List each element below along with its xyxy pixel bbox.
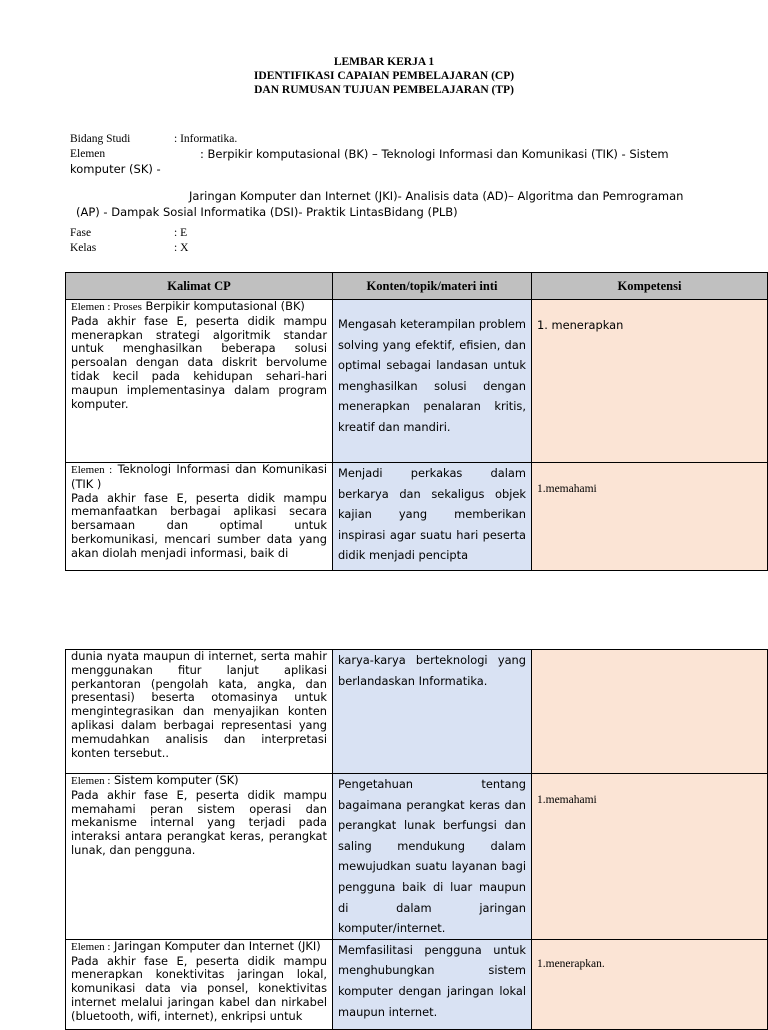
kompetensi-text: 1.memahami	[537, 483, 597, 495]
elemen-name: Sistem komputer (SK)	[110, 773, 239, 787]
elemen-label: Elemen	[70, 148, 106, 160]
elemen-prefix: Elemen :	[71, 940, 111, 953]
elemen-prefix: Elemen :	[71, 464, 113, 476]
kompetensi-text: 1.memahami	[537, 794, 597, 806]
konten-cell	[333, 939, 532, 1029]
table-header-row	[66, 273, 768, 300]
elemen-name: Jaringan Komputer dan Internet (JKI)	[110, 939, 321, 953]
cp-cell	[66, 939, 333, 1029]
table-row	[66, 463, 768, 571]
kompetensi-cell	[532, 300, 768, 463]
bidang-label: Bidang Studi	[70, 133, 131, 145]
fase-label: Fase	[70, 227, 92, 239]
elemen-value-line-2: komputer (SK) -	[70, 162, 161, 176]
table-row	[66, 300, 768, 463]
fase-value: : E	[174, 227, 188, 239]
header-konten: Konten/topik/materi inti	[333, 273, 532, 300]
cp-table-part-1	[65, 272, 768, 571]
konten-text: Menjadi perkakas dalam berkarya dan sekaligus objek kajian yang memberikan inspirasi agar suatu hari peserta didik menjadi pencipta	[338, 466, 526, 563]
elemen-name: Teknologi Informasi dan Komunikasi (TIK )	[71, 462, 327, 491]
elemen-name: Berpikir komputasional (BK)	[141, 299, 305, 313]
konten-text: Pengetahuan tentang bagaimana perangkat keras dan perangkat lunak berfungsi dan saling mendukung dalam mewujudkan suatu layanan bagi pengguna baik di luar maupun di dalam jaringan komputer/internet.	[338, 777, 526, 936]
kelas-value: : X	[174, 242, 189, 254]
cp-table-part-2	[65, 649, 768, 1030]
cp-text: Pada akhir fase E, peserta didik mampu menerapkan strategi algoritmik standar untuk menghasilkan beberapa solusi persoalan dengan data diskrit bervolume tidak kecil pada kehidupan sehari-hari maupun implementasinya dalam program komputer.	[71, 313, 327, 411]
konten-cell	[333, 463, 532, 571]
bidang-value: : Informatika.	[174, 133, 238, 145]
elemen-prefix: Elemen :	[71, 775, 111, 787]
table-row	[66, 939, 768, 1029]
cp-cell	[66, 300, 333, 463]
elemen-value-line-3: Jaringan Komputer dan Internet (JKI)- Analisis data (AD)– Algoritma dan Pemrograman	[189, 189, 684, 203]
table-row	[66, 774, 768, 940]
elemen-value-line-1: : Berpikir komputasional (BK) – Teknologi Informasi dan Komunikasi (TIK) - Sistem	[200, 147, 669, 161]
konten-text: karya-karya berteknologi yang berlandaskan Informatika.	[338, 653, 526, 688]
konten-cell	[333, 300, 532, 463]
konten-text: Mengasah keterampilan problem solving yang efektif, efisien, dan optimal sebagai landasan untuk menghasilkan solusi dengan menerapkan penalaran kritis, kreatif dan mandiri.	[338, 317, 526, 434]
konten-text: Memfasilitasi pengguna untuk menghubungkan sistem komputer dengan jaringan lokal maupun internet.	[338, 942, 526, 1019]
cp-cell	[66, 774, 333, 940]
doc-title-line-3: DAN RUMUSAN TUJUAN PEMBELAJARAN (TP)	[254, 84, 514, 96]
elemen-value-line-4: (AP) - Dampak Sosial Informatika (DSI)- Praktik LintasBidang (PLB)	[76, 205, 458, 219]
doc-title-line-2: IDENTIFIKASI CAPAIAN PEMBELAJARAN (CP)	[253, 70, 515, 82]
kompetensi-text: 1. menerapkan	[537, 318, 624, 332]
cp-text: Pada akhir fase E, peserta didik mampu menerapkan konektivitas jaringan lokal, komunikasi data via ponsel, konektivitas internet melalui jaringan kabel dan nirkabel (bluetooth, wifi, internet), enkripsi untuk	[71, 953, 327, 1023]
header-kalimat-cp: Kalimat CP	[66, 273, 333, 300]
cp-cell	[66, 650, 333, 774]
cp-text: Pada akhir fase E, peserta didik mampu memahami peran sistem operasi dan mekanisme internal yang terjadi pada interaksi antara perangkat keras, perangkat lunak, dan pengguna.	[71, 787, 327, 857]
elemen-prefix: Elemen : Proses	[71, 301, 142, 313]
cp-text: Pada akhir fase E, peserta didik mampu memanfaatkan berbagai aplikasi secara bersamaan dan optimal untuk berkomunikasi, mencari sumber data yang akan diolah menjadi informasi, baik di	[71, 490, 327, 560]
kelas-label: Kelas	[70, 242, 97, 254]
kompetensi-cell	[532, 939, 768, 1029]
cp-text: dunia nyata maupun di internet, serta mahir menggunakan fitur lanjut aplikasi perkantoran (pengolah kata, angka, dan presentasi) beserta otomasinya untuk mengintegrasikan dan menyajikan konten aplikasi dalam berbagai representasi yang memudahkan analisis dan interpretasi konten tersebut..	[71, 649, 327, 760]
kompetensi-cell	[532, 774, 768, 940]
table-row	[66, 650, 768, 774]
kompetensi-cell	[532, 463, 768, 571]
kompetensi-text: 1.menerapkan.	[537, 957, 605, 970]
kompetensi-cell	[532, 650, 768, 774]
header-kompetensi: Kompetensi	[532, 273, 768, 300]
konten-cell	[333, 650, 532, 774]
cp-cell	[66, 463, 333, 571]
konten-cell	[333, 774, 532, 940]
doc-title-line-1: LEMBAR KERJA 1	[333, 56, 435, 68]
